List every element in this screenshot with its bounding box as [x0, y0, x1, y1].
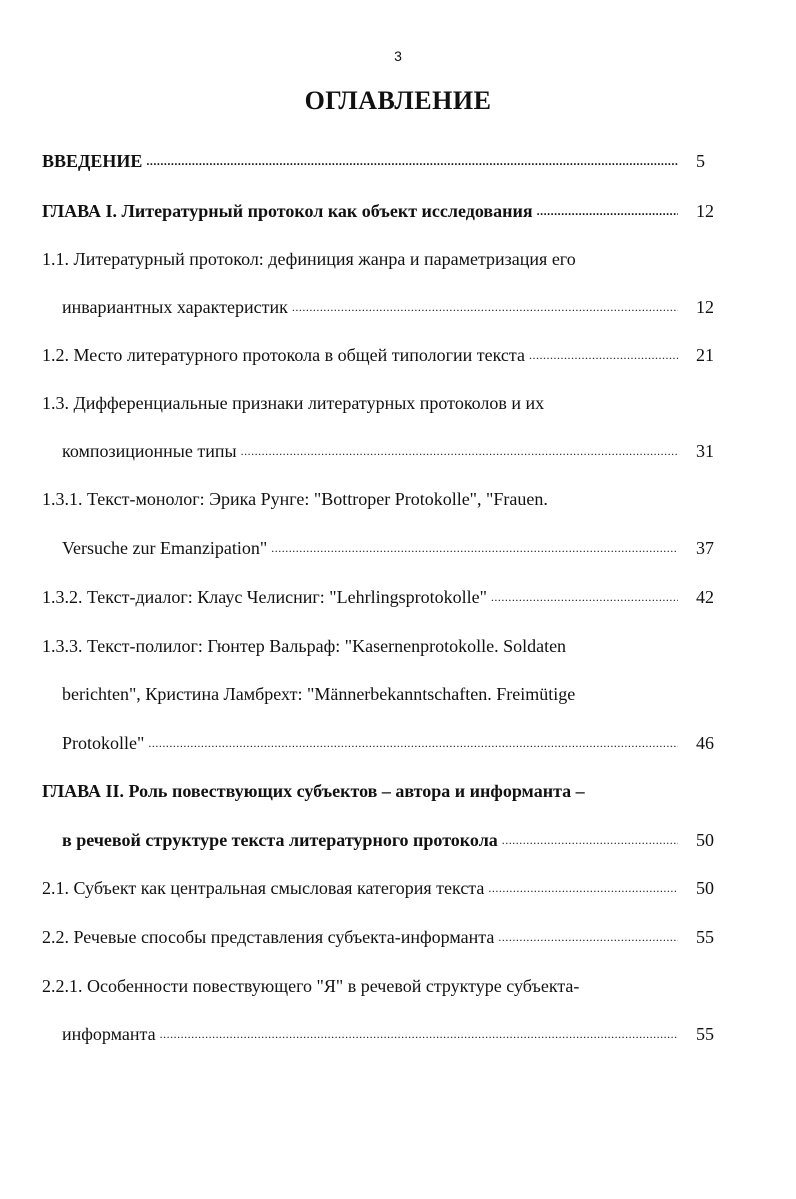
toc-entry-text: 2.2.1. Особенности повествующего "Я" в речевой структуре субъекта- [42, 976, 580, 996]
toc-entry-introduction [42, 148, 678, 174]
leader-dots [146, 148, 678, 174]
leader-dots [537, 198, 678, 224]
toc-entry-1-3-3-cont [62, 681, 678, 707]
toc-page-number: 55 [696, 1024, 714, 1044]
toc-entry-text: композиционные типы [62, 441, 237, 461]
toc-entry-chapter-2-cont [62, 827, 678, 853]
toc-entry-text: 1.3.1. Текст-монолог: Эрика Рунге: "Bottroper Protokolle", "Frauen. [42, 489, 548, 509]
toc-entry-1-3-2 [42, 584, 678, 610]
leader-dots [529, 342, 678, 368]
toc-entry-text: 1.3.3. Текст-полилог: Гюнтер Вальраф: "Kasernenprotokolle. Soldaten [42, 636, 567, 656]
toc-entry-1-1-cont [62, 294, 678, 320]
toc-entry-chapter-2 [42, 778, 678, 804]
toc-page-number: 12 [696, 297, 714, 317]
toc-entry-text: 1.2. Место литературного протокола в общей типологии текста [42, 345, 525, 365]
toc-entry-text: ГЛАВА I. Литературный протокол как объект исследования [42, 201, 533, 221]
toc-entry-text: ВВЕДЕНИЕ [42, 151, 143, 171]
leader-dots [498, 924, 678, 950]
toc-entry-1-3-3 [42, 633, 678, 659]
toc-page-number: 31 [696, 441, 714, 461]
leader-dots [148, 730, 678, 756]
leader-dots [160, 1021, 678, 1047]
toc-entry-2-1 [42, 875, 678, 901]
toc-entry-text: Versuche zur Emanzipation" [62, 538, 268, 558]
toc-entry-text: 1.3. Дифференциальные признаки литературных протоколов и их [42, 393, 545, 413]
toc-entry-text: 1.1. Литературный протокол: дефиниция жанра и параметризация его [42, 249, 576, 269]
toc-entry-text: информанта [62, 1024, 156, 1044]
toc-entry-1-3-3-cont2 [62, 730, 678, 756]
toc-entry-1-3-1 [42, 486, 678, 512]
toc-page-number: 37 [696, 538, 714, 558]
page-number: 3 [394, 48, 402, 64]
page-title: ОГЛАВЛЕНИЕ [304, 86, 492, 115]
toc-entry-2-2-1-cont [62, 1021, 678, 1047]
toc-entry-1-3-1-cont [62, 535, 678, 561]
toc-entry-text: berichten", Кристина Ламбрехт: "Männerbekanntschaften. Freimütige [62, 684, 576, 704]
toc-entry-chapter-1 [42, 198, 678, 224]
leader-dots [488, 875, 678, 901]
leader-dots [491, 584, 678, 610]
toc-entry-1-3 [42, 390, 678, 416]
toc-entry-2-2-1 [42, 973, 678, 999]
leader-dots [502, 827, 678, 853]
toc-page-number: 12 [696, 201, 714, 221]
toc-entry-1-2 [42, 342, 678, 368]
toc-entry-1-1 [42, 246, 678, 272]
toc-entry-text: 1.3.2. Текст-диалог: Клаус Челисниг: "Lehrlingsprotokolle" [42, 587, 487, 607]
leader-dots [271, 535, 678, 561]
toc-page-number: 21 [696, 345, 714, 365]
toc-entry-2-2 [42, 924, 678, 950]
toc-page-number: 50 [696, 830, 714, 850]
leader-dots [292, 294, 678, 320]
toc-entry-text: 2.2. Речевые способы представления субъекта-информанта [42, 927, 495, 947]
toc-page-number: 42 [696, 587, 714, 607]
toc-page-number: 55 [696, 927, 714, 947]
toc-entry-text: Protokolle" [62, 733, 145, 753]
toc-page-number: 50 [696, 878, 714, 898]
toc-page-number: 5 [696, 151, 705, 171]
toc-entry-text: в речевой структуре текста литературного протокола [62, 830, 498, 850]
toc-entry-text: 2.1. Субъект как центральная смысловая категория текста [42, 878, 485, 898]
toc-entry-1-3-cont [62, 438, 678, 464]
toc-entry-text: ГЛАВА II. Роль повествующих субъектов – автора и информанта – [42, 781, 585, 801]
toc-page-number: 46 [696, 733, 714, 753]
leader-dots [241, 438, 678, 464]
toc-entry-text: инвариантных характеристик [62, 297, 288, 317]
